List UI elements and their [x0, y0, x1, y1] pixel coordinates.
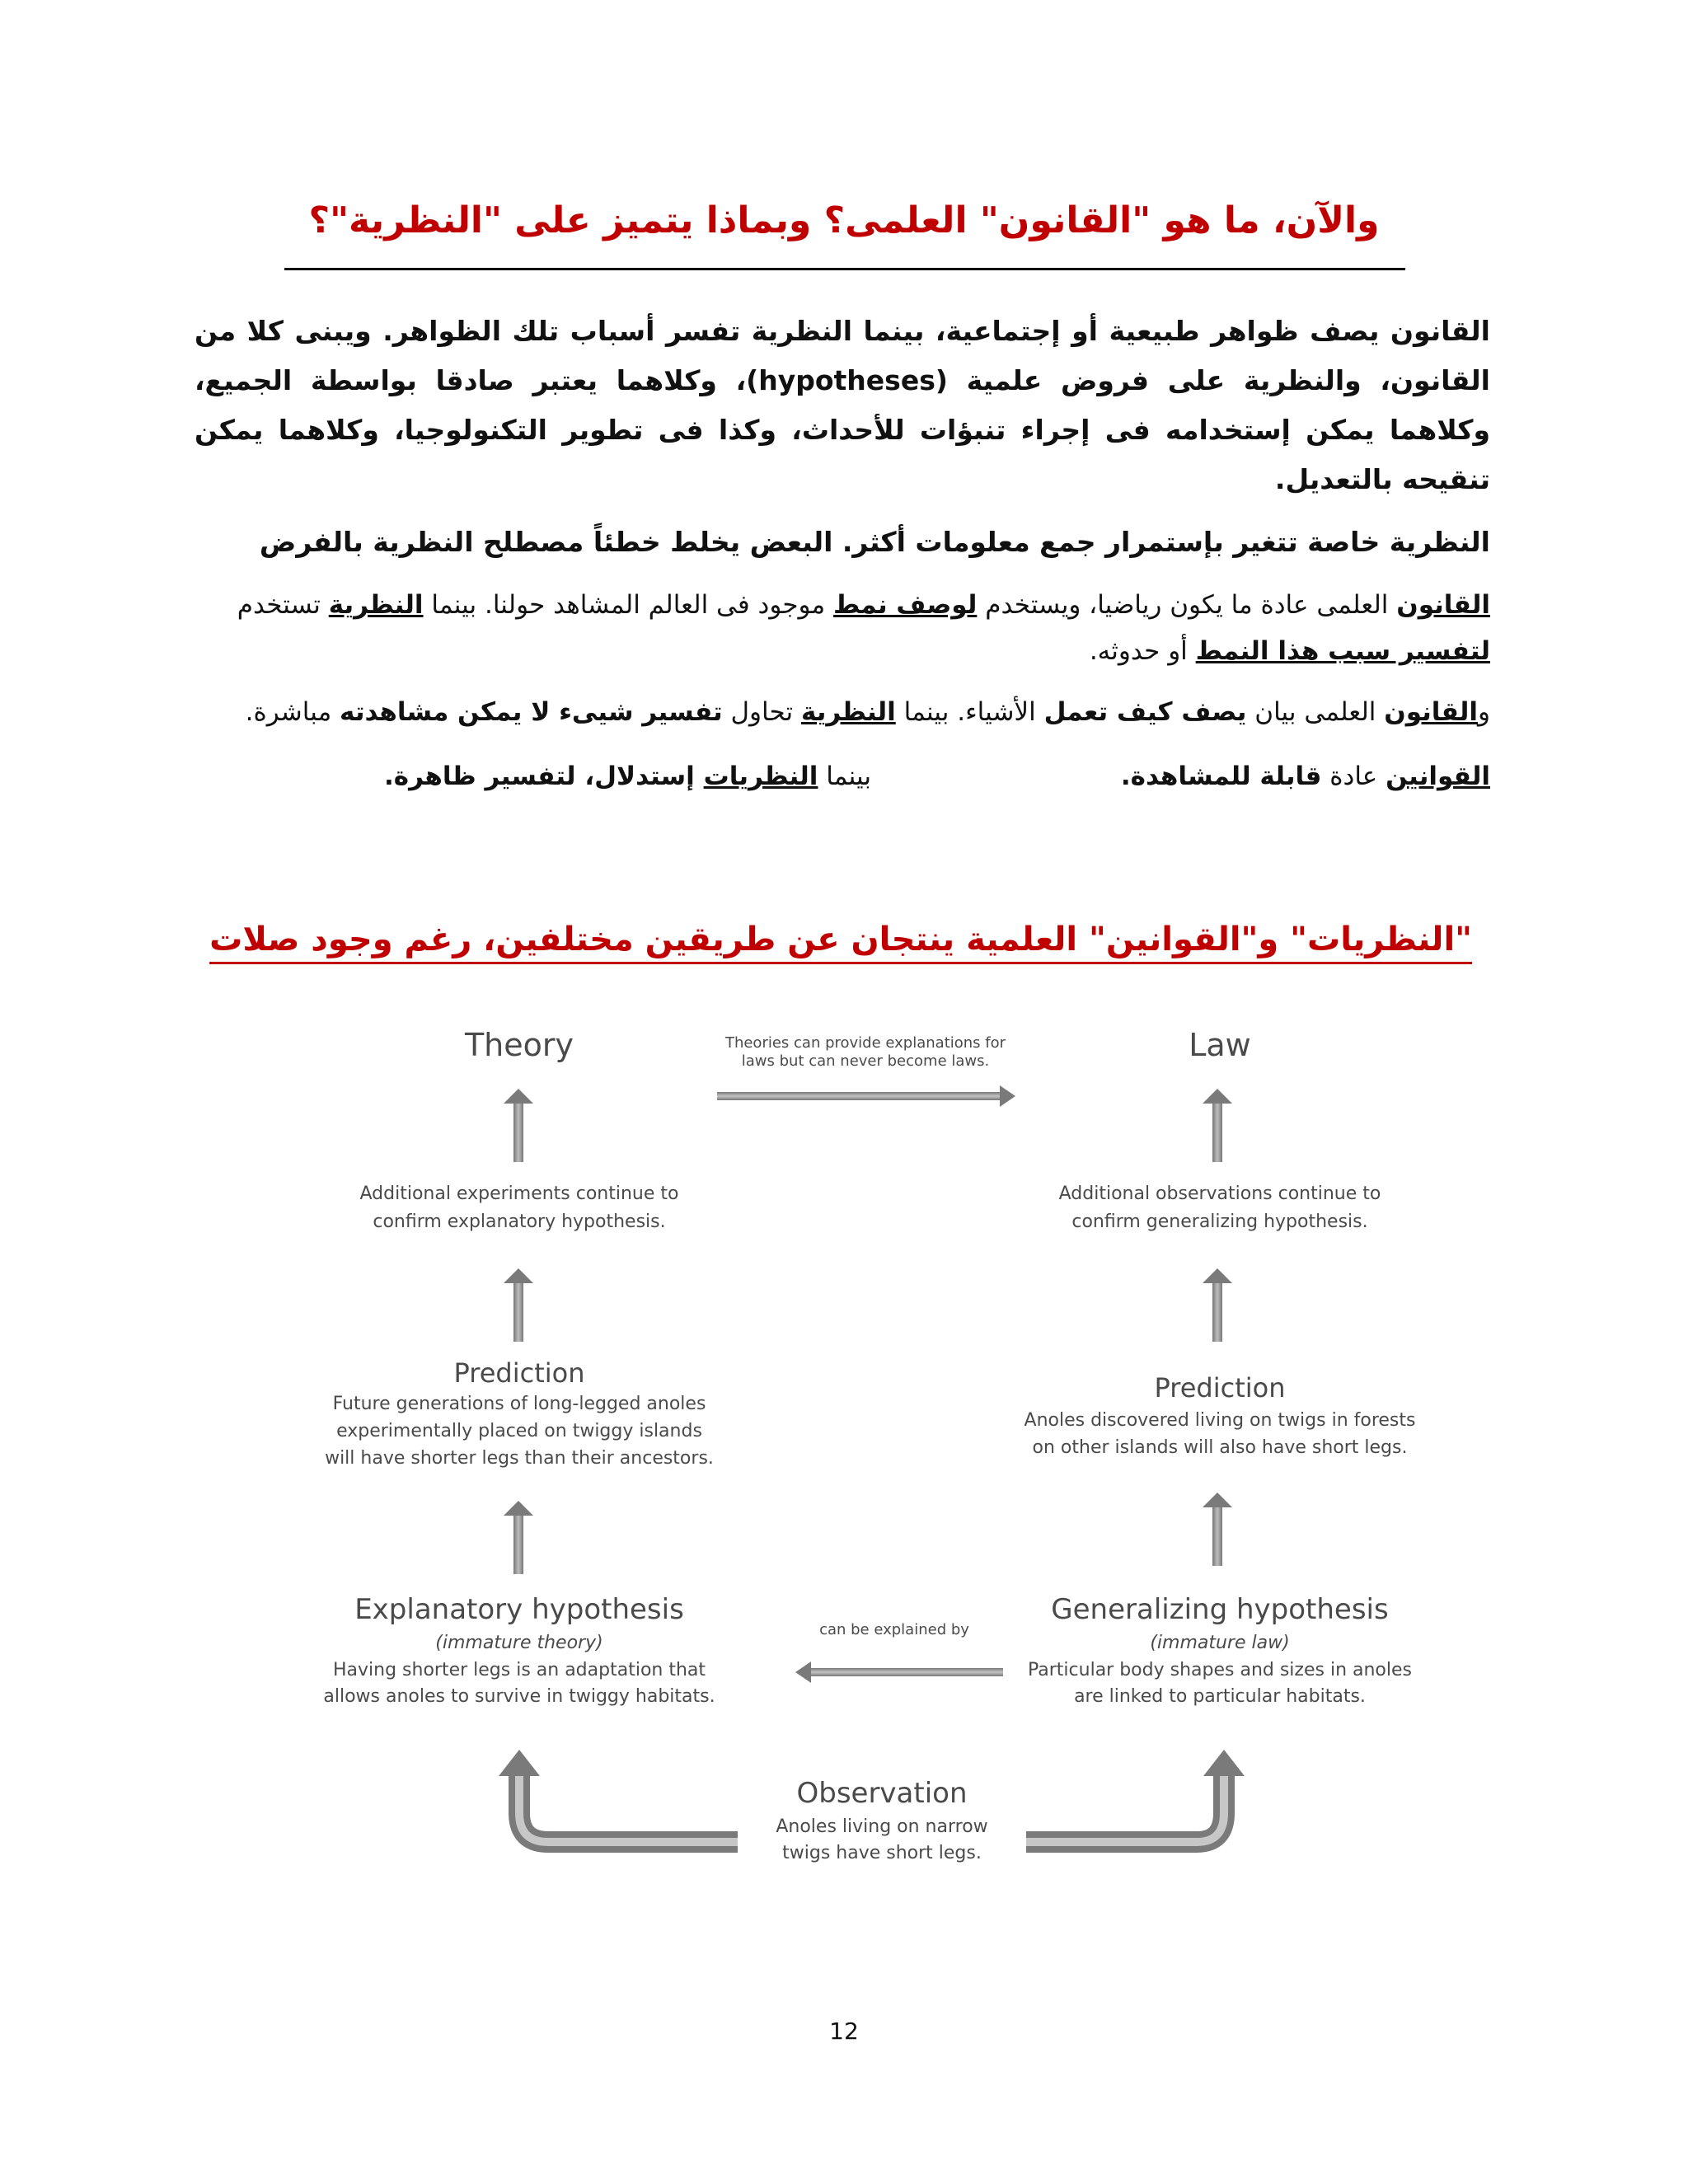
top-note-line-2: laws but can never become laws.	[741, 1052, 990, 1070]
paragraph-4	[195, 689, 1490, 735]
page-number: 12	[829, 2018, 859, 2045]
inference: إستدلال، لتفسير ظاهرة.	[384, 762, 704, 791]
explanatory-hypothesis-text	[264, 1657, 775, 1710]
theory-confirm-line-1: Additional experiments continue to	[359, 1183, 679, 1204]
up-arrow-right-3	[1203, 1493, 1232, 1566]
laws-word: القوانين	[1386, 762, 1490, 791]
right-arrow-top	[717, 1085, 1015, 1107]
p3-text2: موجود فى العالم المشاهد حولنا. بينما	[423, 590, 834, 620]
theory-prediction	[264, 1390, 775, 1472]
theory-title: Theory	[464, 1027, 574, 1063]
top-note-line-1: Theories can provide explanations for	[724, 1034, 1006, 1052]
generalizing-hypothesis-title: Generalizing hypothesis	[1051, 1593, 1389, 1626]
law-word-2: القانون	[1384, 697, 1479, 727]
theories-inference	[384, 753, 871, 799]
law-confirm-line-2: confirm generalizing hypothesis.	[1071, 1212, 1368, 1232]
laws-observable	[1121, 753, 1490, 799]
p3-text3: تستخدم	[237, 590, 329, 620]
p4-text1: العلمى بيان	[1246, 697, 1385, 727]
law-confirm-line-1: Additional observations continue to	[1058, 1183, 1381, 1204]
whereas: بينما	[818, 762, 871, 791]
theory-word: النظرية	[328, 590, 424, 620]
can-be-explained-by: can be explained by	[819, 1621, 969, 1638]
immature-theory: (immature theory)	[435, 1633, 603, 1653]
describes-how: يصف كيف تعمل	[1043, 697, 1247, 727]
paragraph-3	[195, 582, 1490, 674]
theory-prediction-line-2: experimentally placed on twiggy islands	[336, 1421, 702, 1441]
observation-line-2: twigs have short legs.	[782, 1843, 982, 1863]
body-text	[195, 307, 1490, 799]
law-title: Law	[1189, 1027, 1251, 1063]
up-arrow-right-1	[1203, 1089, 1232, 1162]
explanatory-hypothesis-title: Explanatory hypothesis	[354, 1593, 684, 1626]
immature-law: (immature law)	[1150, 1633, 1290, 1653]
law-confirm	[973, 1180, 1467, 1236]
up-arrow-left-3	[504, 1501, 533, 1574]
heading-rule	[284, 268, 1405, 270]
observation-title: Observation	[796, 1777, 968, 1810]
law-prediction-title: Prediction	[1154, 1372, 1286, 1404]
p4-text2: الأشياء. بينما	[895, 697, 1044, 727]
p4-prefix: و	[1478, 697, 1490, 727]
paragraph-2: النظرية خاصة تتغير بإستمرار جمع معلومات أكثر. البعض يخلط خطئاً مصطلح النظرية بالفرض	[259, 526, 1490, 558]
observation-text	[725, 1814, 1039, 1867]
explanatory-line-1: Having shorter legs is an adaptation that	[332, 1660, 706, 1680]
law-prediction-line-1: Anoles discovered living on twigs in forests	[1024, 1410, 1416, 1431]
p3-text4: أو حدوثه.	[1089, 636, 1196, 666]
paragraph-1: القانون يصف ظواهر طبيعية أو إجتماعية، بينما النظرية تفسر أسباب تلك الظواهر. ويبنى كلا من القانون، والنظرية على فروض علمية (hypotheses)، وكلاهما يعتبر صادقا بواسطة الجميع، وكلاهما يمكن إستخدامه فى إجراء تنبؤات للأحداث، وكذا فى تطوير التكنولوجيا، وكلاهما يمكن تنقيحه بالتعديل.	[195, 315, 1490, 495]
p3-text1: العلمى عادة ما يكون رياضيا، ويستخدم	[977, 590, 1397, 620]
page-heading: والآن، ما هو "القانون" العلمى؟ وبماذا يتميز على "النظرية"؟	[308, 199, 1380, 241]
explains-unobservable: تفسير شيىء لا يمكن مشاهدته	[340, 697, 723, 727]
law-word: القانون	[1396, 590, 1490, 620]
theory-prediction-title: Prediction	[453, 1357, 585, 1389]
curved-arrow-right	[1026, 1750, 1245, 1842]
observation-line-1: Anoles living on narrow	[776, 1816, 988, 1837]
paragraph-5	[195, 753, 1490, 799]
theory-word-2: النظرية	[800, 697, 896, 727]
up-arrow-right-2	[1203, 1268, 1232, 1342]
law-prediction-line-2: on other islands will also have short legs.	[1032, 1437, 1408, 1458]
p4-text3: تحاول	[722, 697, 801, 727]
law-prediction	[973, 1407, 1467, 1461]
describe-pattern: لوصف نمط	[833, 590, 978, 620]
generalizing-line-2: are linked to particular habitats.	[1074, 1686, 1366, 1707]
up-arrow-left-1	[504, 1089, 533, 1162]
up-arrow-left-2	[504, 1268, 533, 1342]
theory-confirm	[264, 1180, 775, 1236]
generalizing-line-1: Particular body shapes and sizes in anoles	[1028, 1660, 1412, 1680]
theory-law-diagram	[264, 1018, 1475, 1908]
observable: قابلة للمشاهدة.	[1120, 762, 1322, 791]
theories-word: النظريات	[703, 762, 818, 791]
generalizing-hypothesis-text	[973, 1657, 1467, 1710]
theory-prediction-line-3: will have shorter legs than their ancestors.	[325, 1448, 714, 1469]
top-note	[668, 1034, 1063, 1071]
p5-text1: عادة	[1321, 762, 1386, 791]
p4-text4: مباشرة.	[245, 697, 340, 727]
section-heading: "النظريات" و"القوانين" العلمية ينتجان عن طريقين مختلفين، رغم وجود صلات	[209, 921, 1472, 958]
theory-confirm-line-2: confirm explanatory hypothesis.	[373, 1212, 666, 1232]
curved-arrow-left	[499, 1750, 738, 1842]
explain-cause: لتفسير سبب هذا النمط	[1195, 636, 1490, 666]
theory-prediction-line-1: Future generations of long-legged anoles	[332, 1394, 706, 1414]
explanatory-line-2: allows anoles to survive in twiggy habitats.	[323, 1686, 715, 1707]
